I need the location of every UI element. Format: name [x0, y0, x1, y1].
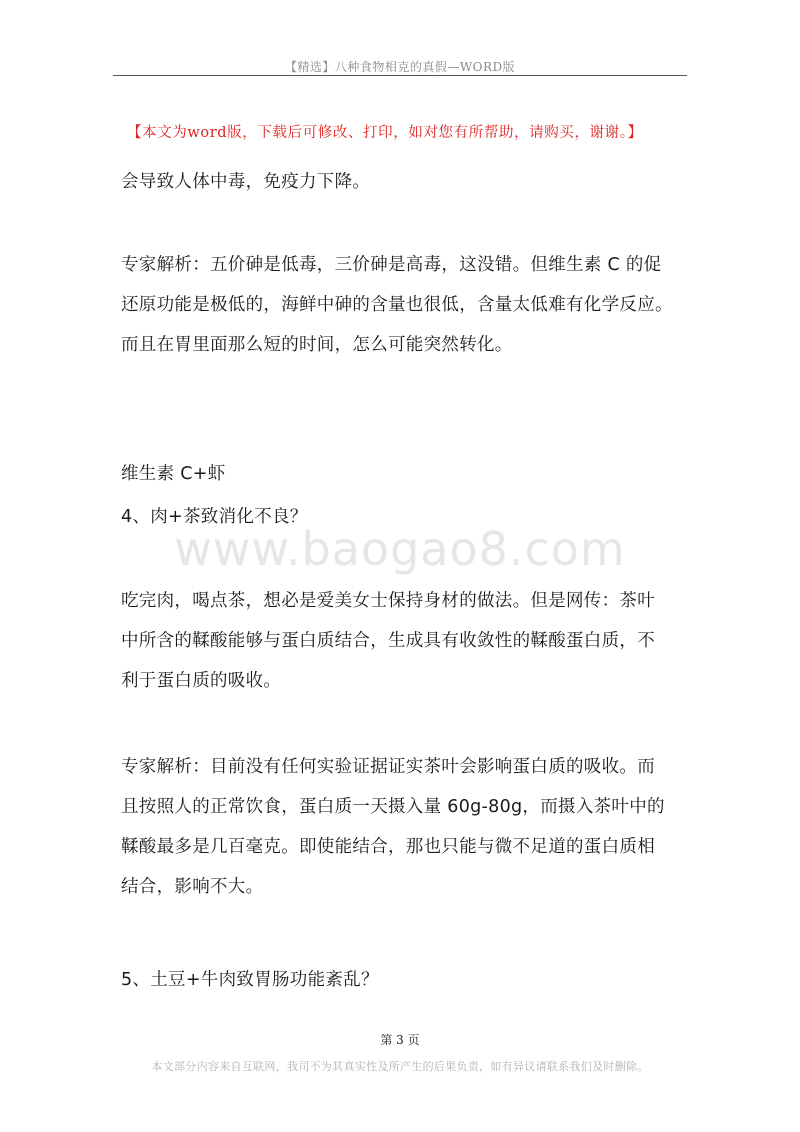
section-heading	[121, 497, 687, 537]
footer-disclaimer: 本文部分内容来自互联网，我司不为其真实性及所产生的后果负责，如有异议请联系我们及时删除。	[151, 1060, 649, 1073]
paragraph-line: 利于蛋白质的吸收。	[121, 671, 282, 691]
paragraph-line: 吃完肉，喝点茶，想必是爱美女士保持身材的做法。但是网传：茶叶	[121, 591, 655, 611]
paragraph-line: 专家解析：五价砷是低毒，三价砷是高毒，这没错。但维生素 C 的促	[121, 255, 662, 275]
paragraph-line: 4、肉+茶致消化不良？	[121, 507, 308, 527]
paragraph-2	[121, 245, 687, 365]
paragraph-line: 且按照人的正常饮食，蛋白质一天摄入量 60g-80g，而摄入茶叶中的	[121, 797, 665, 817]
section-heading	[121, 960, 687, 1000]
header-divider	[113, 75, 687, 76]
header-title: 【精选】八种食物相克的真假—WORD版	[284, 60, 516, 74]
paragraph-line: 5、土豆+牛肉致胃肠功能紊乱？	[121, 970, 379, 990]
section-heading	[121, 454, 687, 494]
watermark: www.baogao8.com	[174, 522, 626, 576]
paragraph-line: 还原功能是极低的，海鲜中砷的含量也很低，含量太低难有化学反应。	[121, 295, 673, 315]
paragraph-line: 会导致人体中毒，免疫力下降。	[121, 172, 371, 192]
paragraph-line: 而且在胃里面那么短的时间，怎么可能突然转化。	[121, 335, 513, 355]
document-notice: 【本文为word版，下载后可修改、打印，如对您有所帮助，请购买，谢谢。】	[127, 125, 643, 141]
paragraph-line: 专家解析：目前没有任何实验证据证实茶叶会影响蛋白质的吸收。而	[121, 757, 655, 777]
paragraph-1	[121, 162, 687, 202]
paragraph-line: 中所含的鞣酸能够与蛋白质结合，生成具有收敛性的鞣酸蛋白质，不	[121, 631, 655, 651]
paragraph-line: 鞣酸最多是几百毫克。即使能结合，那也只能与微不足道的蛋白质相	[121, 837, 655, 857]
paragraph-6	[121, 747, 687, 907]
page-number: 第 3 页	[380, 1033, 420, 1047]
paragraph-line: 结合，影响不大。	[121, 877, 264, 897]
paragraph-5	[121, 581, 687, 701]
paragraph-line: 维生素 C+虾	[121, 464, 226, 484]
